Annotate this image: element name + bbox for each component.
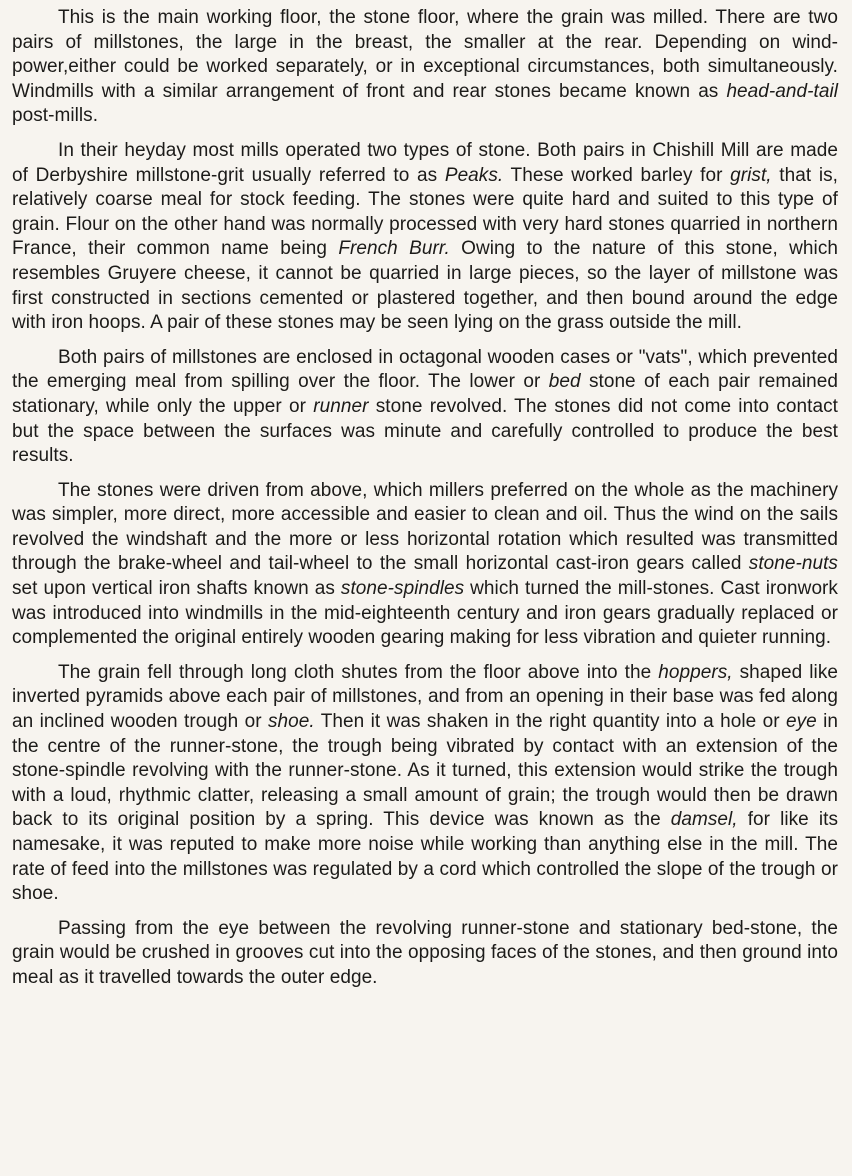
text-run: stone of each pair remained stationary, while only the upper or (12, 371, 838, 417)
text-run: Owing to the nature of this stone, which resembles Gruyere cheese, it cannot be quarried in large pieces, so the layer of millstone was first constructed in sections cemented or plastered together, and then bound around the edge with iron hoops. A pair of these stones may be seen lying on the grass outside the mill. (12, 238, 838, 334)
italic-term: damsel, (670, 809, 738, 831)
text-run: shaped like inverted pyramids above each pair of millstones, and from an opening in their base was fed along an inclined wooden trough or (12, 661, 838, 733)
text-run: set upon vertical iron shafts known as (12, 578, 341, 600)
text-run: for like its namesake, it was reputed to make more noise while working than anything else in the mill. The rate of feed into the millstones was regulated by a cord which controlled the slope of the trough or shoe. (12, 809, 838, 905)
text-run: The stones were driven from above, which millers preferred on the whole as the machinery was simpler, more direct, more accessible and easier to clean and oil. Thus the wind on the sails revolved the windshaft and the more or less horizontal rotation which resulted was transmitted through the brake-wheel and tail-wheel to the small horizontal cast-iron gears called (12, 479, 838, 575)
paragraph-types-of-stone (12, 139, 838, 336)
text-run: These worked barley for (503, 164, 731, 186)
italic-term: stone-nuts (748, 553, 838, 575)
italic-term: stone-spindles (340, 578, 465, 600)
text-run: which turned the mill-stones. Cast ironwork was introduced into windmills in the mid-eighteenth century and iron gears gradually replaced or complemented the original entirely wooden gearing making for less vibration and quieter running. (12, 578, 838, 649)
paragraph-grain-feed (12, 661, 838, 907)
text-run: that is, relatively coarse meal for stock feeding. The stones were quite hard and suited to this type of grain. Flour on the other hand was normally processed with very hard stones quarried in northern France, their common name being (12, 164, 838, 260)
italic-term: Peaks. (444, 164, 504, 186)
italic-term: head-and-tail (726, 80, 838, 102)
italic-term: French Burr. (338, 238, 450, 260)
text-run: Then it was shaken in the right quantity into a hole or (314, 711, 786, 733)
italic-term: hoppers, (658, 661, 733, 683)
text-run: in the centre of the runner-stone, the trough being vibrated by contact with an extension of the stone-spindle revolving with the runner-stone. As it turned, this extension would strike the trough with a loud, rhythmic clatter, releasing a small amount of grain; the trough would then be drawn back to its original position by a spring. This device was known as the (12, 711, 839, 831)
text-run: Passing from the eye between the revolving runner-stone and stationary bed-stone, the grain would be crushed in grooves cut into the opposing faces of the stones, and then ground into meal as it travelled towards the outer edge. (12, 917, 838, 988)
text-run: In their heyday most mills operated two types of stone. Both pairs in Chishill Mill are made of Derbyshire millstone-grit usually referred to as (12, 139, 838, 186)
text-run: This is the main working floor, the stone floor, where the grain was milled. There are two pairs of millstones, the large in the breast, the smaller at the rear. Depending on wind-power,either could be worked separately, or in exceptional circumstances, both simultaneously. Windmills with a similar arrangement of front and rear stones became known as (12, 7, 838, 102)
paragraph-stone-floor (12, 6, 838, 129)
paragraph-grinding (12, 917, 838, 991)
italic-term: runner (313, 395, 369, 417)
paragraph-drive-mechanism (12, 479, 838, 651)
italic-term: bed (548, 371, 581, 393)
text-run: The grain fell through long cloth shutes from the floor above into the (58, 661, 659, 683)
text-run: post-mills. (12, 105, 99, 127)
italic-term: shoe. (267, 711, 315, 733)
italic-term: eye (785, 711, 817, 733)
paragraph-vats (12, 346, 838, 469)
text-run: Both pairs of millstones are enclosed in octagonal wooden cases or "vats", which prevented the emerging meal from spilling over the floor. The lower or (12, 346, 838, 393)
italic-term: grist, (730, 164, 772, 186)
text-run: stone revolved. The stones did not come into contact but the space between the surfaces was minute and carefully controlled to produce the best results. (12, 395, 838, 467)
